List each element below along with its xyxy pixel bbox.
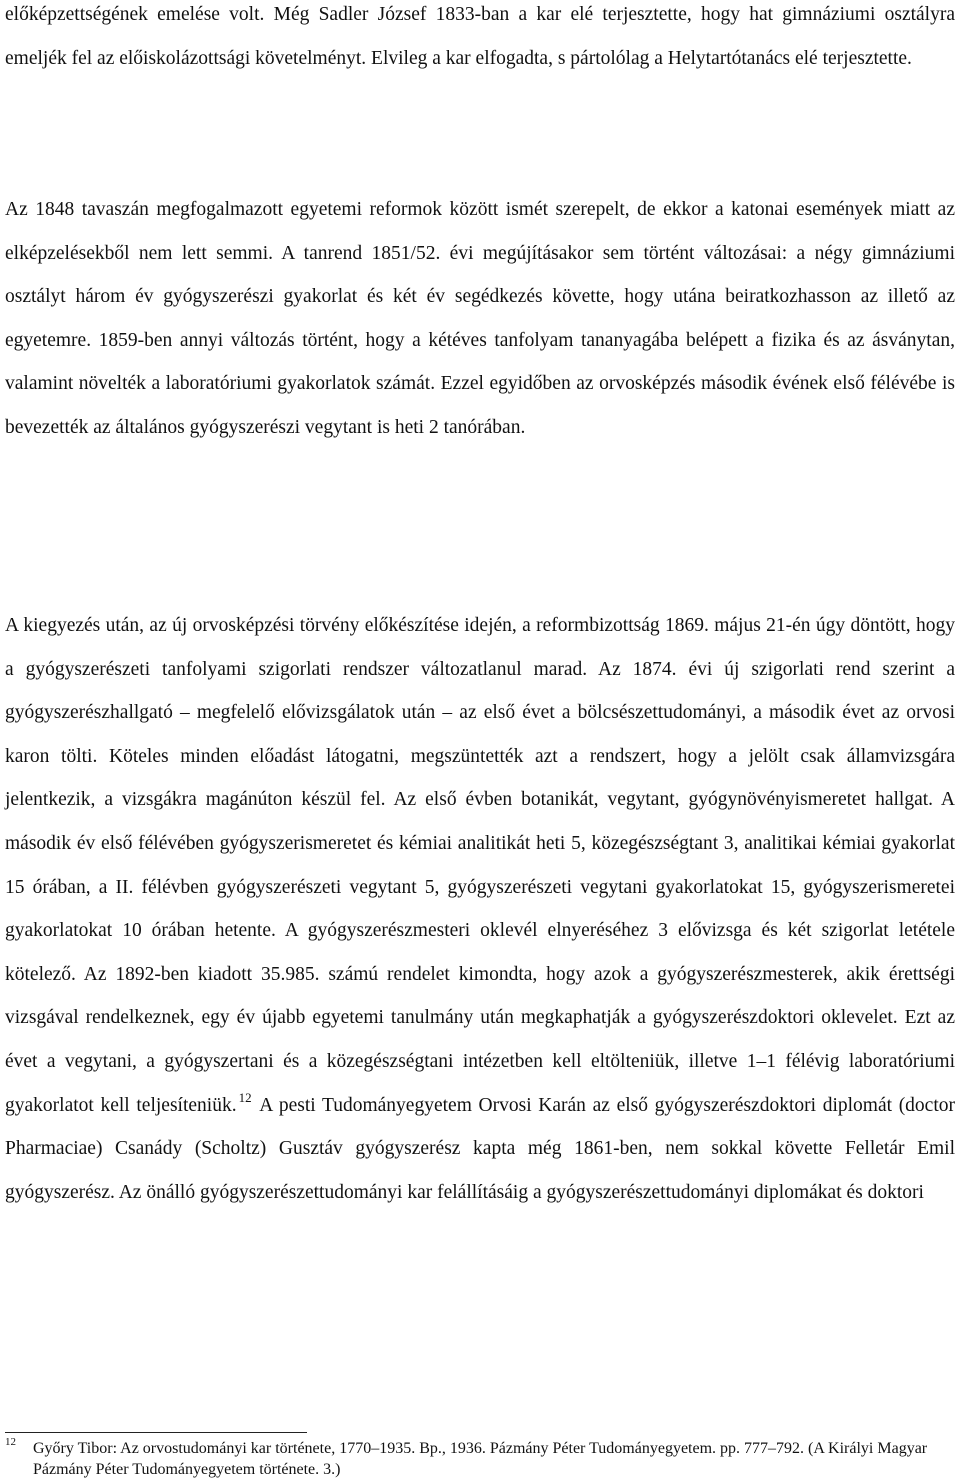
footnote	[5, 1438, 955, 1480]
paragraph-3	[5, 604, 955, 1214]
paragraph-1: előképzettségének emelése volt. Még Sadler József 1833-ban a kar elé terjesztette, hogy hat gimnáziumi osztályra emeljék fel az előiskolázottsági követelményt. Elvileg a kar elfogadta, s pártolólag a Helytartótanács elé terjesztette.	[5, 4, 955, 69]
footnote-text: Győry Tibor: Az orvostudományi kar története, 1770–1935. Bp., 1936. Pázmány Péter Tudományegyetem. pp. 777–792. (A Királyi Magyar Pázmány Péter Tudományegyetem története. 3.)	[33, 1440, 928, 1478]
paragraph-3-continued: A pesti Tudományegyetem Orvosi Karán az első gyógyszerészdoktori diplomát (doctor Pharmaciae) Csanády (Scholtz) Gusztáv gyógyszerész kapta még 1861-ben, nem sokkal követte Felletár Emil gyógyszerész. Az önálló gyógyszerészettudományi kar felállításáig a gyógyszerészettudományi diplomákat és doktori	[5, 1094, 956, 1203]
footnote-reference[interactable]: 12	[238, 1089, 252, 1105]
paragraph-2: Az 1848 tavaszán megfogalmazott egyetemi reformok között ismét szerepelt, de ekkor a katonai események miatt az elképzelésekből nem lett semmi. A tanrend 1851/52. évi megújításakor sem történt változásai: a négy gimnáziumi osztályt három év gyógyszerészi gyakorlat és két év segédkezés követte, hogy utána beiratkozhasson az illető az egyetemre. 1859-ben annyi változás történt, hogy a kétéves tanfolyam tananyagába belépett a fizika és az ásványtan, valamint növelték a laboratóriumi gyakorlatok számát. Ezzel egyidőben az orvosképzés második évének első félévébe is bevezették az általános gyógyszerészi vegytant is heti 2 tanórában.	[5, 199, 955, 438]
footnote-divider	[5, 1432, 307, 1433]
footnote-number: 12	[5, 1436, 16, 1448]
paragraph-3-text: A kiegyezés után, az új orvosképzési törvény előkészítése idején, a reformbizottság 1869. május 21-én úgy döntött, hogy a gyógyszerészeti tanfolyami szigorlati rendszer változatlanul marad. Az 1874. évi új szigorlati rend szerint a gyógyszerészhallgató – megfelelő elővizsgálatok után – az első évet a bölcsészettudományi, a második évet az orvosi karon tölti. Köteles minden előadást látogatni, megszüntették azt a rendszert, hogy a jelölt csak államvizsgára jelentkezik, a vizsgákra magánúton készül fel. Az első évben botanikát, vegytant, gyógynövényismeretet hallgat. A második év első félévében gyógyszerismeretet és kémiai analitikát heti 5, közegészségtant 3, analitikai kémiai gyakorlat 15 órában, a II. félévben gyógyszerészeti vegytant 5, gyógyszerészeti vegytani gyakorlatokat 15, gyógyszerismeretei gyakorlatokat 10 órában hetente. A gyógyszerészmesteri oklevél elnyeréséhez 3 elővizsga és két szigorlat letétele kötelező. Az 1892-ben kiadott 35.985. számú rendelet kimondta, hogy azok a gyógyszerészmesterek, akik érettségi vizsgával rendelkeznek, egy év újabb egyetemi tanulmány után megkaphatják a gyógyszerészdoktori oklevelet. Ezt az évet a vegytani, a gyógyszertani és a közegészségtani intézetben kell eltölteniük, illetve 1–1 félévig laboratóriumi gyakorlatot kell teljesíteniük.	[5, 615, 955, 1116]
